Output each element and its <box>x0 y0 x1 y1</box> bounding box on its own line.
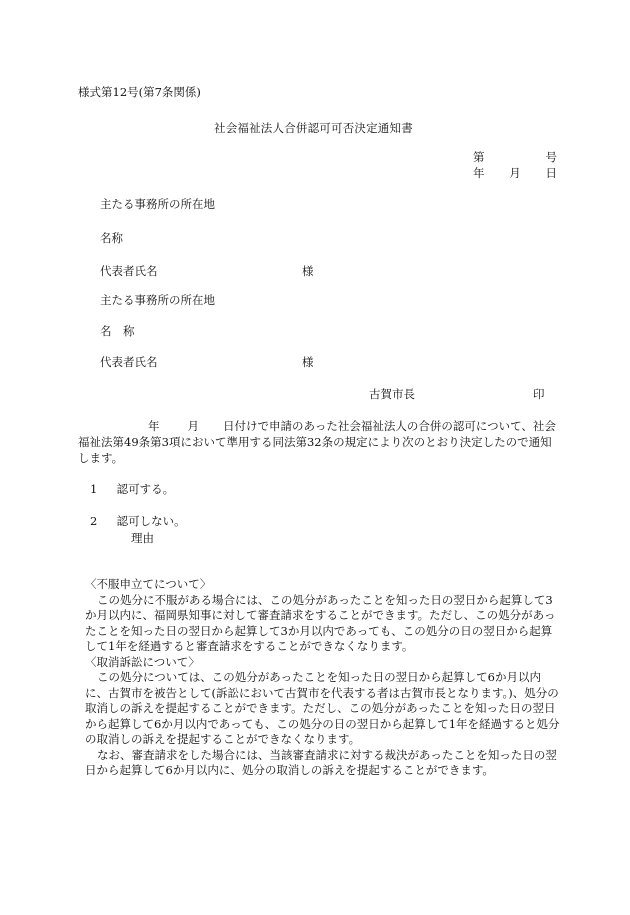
option-number: 1 <box>90 482 98 496</box>
option-label: 認可する。 <box>116 482 175 496</box>
option-approve <box>90 482 174 496</box>
doc-number-suffix: 号 <box>545 150 557 164</box>
option-reject <box>90 514 186 528</box>
corp1-rep-label: 代表者氏名 <box>100 264 158 278</box>
form-number: 様式第12号(第7条関係) <box>78 85 201 99</box>
reason-label: 理由 <box>131 531 154 545</box>
lawsuit-heading: 〈取消訴訟について〉 <box>85 654 200 669</box>
body-year: 年 <box>148 419 160 433</box>
corp2-honorific: 様 <box>302 355 314 369</box>
lawsuit-review-text: なお、審査請求をした場合には、当該審査請求に対する裁決があったことを知った日の翌日から起算して6か月以内に、処分の取消しの訴えを提起することができます。 <box>85 747 557 777</box>
document-number-block <box>473 150 557 182</box>
body-text: 日付けで申請のあった社会福祉法人の合併の認可について、社会福祉法第49条第3項において準用する同法第32条の規定により次のとおり決定したので通知します。 <box>78 419 556 465</box>
corp2-rep-row <box>100 355 330 369</box>
corp1-rep-row <box>100 264 330 278</box>
lawsuit-text: この処分については、この処分があったことを知った日の翌日から起算して6か月以内に、古賀市を被告として(訴訟において古賀市を代表する者は古賀市長となります。)、処分の取消しの訴えを提起することができます。ただし、この処分があったことを知った日の翌日から起算して6か月以内であっても、この処分の日の翌日から起算して1年を経過すると処分の取消しの訴えを提起することができなくなります。 <box>85 670 560 746</box>
notice-section <box>85 577 560 779</box>
option-label: 認可しない。 <box>116 514 186 528</box>
option-number: 2 <box>90 514 98 528</box>
doc-date-year: 年 <box>473 166 485 180</box>
corp1-name-label: 名称 <box>100 231 123 245</box>
appeal-text: この処分に不服がある場合には、この処分があったことを知った日の翌日から起算して3か月以内に、福岡県知事に対して審査請求をすることができます。ただし、この処分があったことを知った日の翌日から起算して3か月以内であっても、この処分の日の翌日から起算して1年を経過すると審査請求をすることができなくなります。 <box>85 592 556 653</box>
doc-date-month: 月 <box>509 166 521 180</box>
issuer-seal-mark: 印 <box>533 387 545 401</box>
corp2-name-label: 名 称 <box>100 324 135 338</box>
corp1-address-label: 主たる事務所の所在地 <box>100 197 215 211</box>
corp2-address-label: 主たる事務所の所在地 <box>100 293 215 307</box>
body-paragraph <box>78 418 558 466</box>
body-month: 月 <box>187 419 199 433</box>
doc-date-day: 日 <box>545 166 557 180</box>
document-title: 社会福祉法人合併認可可否決定通知書 <box>214 121 413 135</box>
doc-number-prefix: 第 <box>473 150 485 164</box>
corp2-rep-label: 代表者氏名 <box>100 355 158 369</box>
corp1-honorific: 様 <box>302 264 314 278</box>
issuer-name: 古賀市長 <box>369 387 415 401</box>
appeal-heading: 〈不服申立てについて〉 <box>85 577 212 591</box>
